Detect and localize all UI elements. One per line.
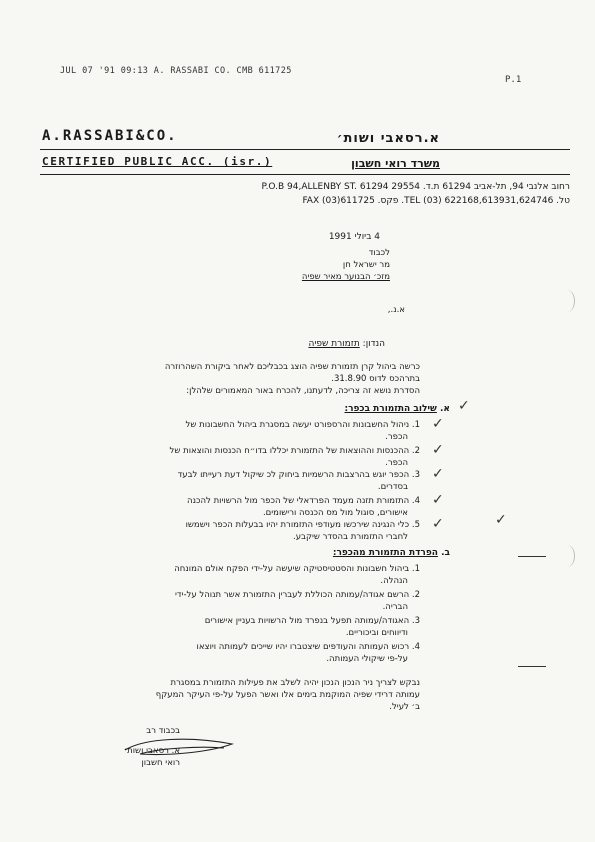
section-label: א. [440,404,450,414]
list-item [186,520,420,530]
item-number: 4. [411,496,420,506]
item-text: התזמורת תזנה מעמד הפרדאלי של הכפר מול הרשויות להכנה [187,496,410,506]
item-number: 1. [411,564,420,574]
list-item [205,616,420,626]
signature-name: א. רסאבי ושות׳ [123,746,180,756]
item-text: ניהול החשבונות והרספורט יעשה במסגרת ביהול החשבונות של [185,420,410,430]
closing-line: עמותה דרידי שפיה המוקמת בימים אלו ואשר הפעל על-פי העיקר המעקף [155,690,420,700]
checkmark-icon: ✓ [432,516,444,532]
item-number: 2. [411,446,420,456]
punch-hole-mark [560,290,575,312]
item-text: הרשם אגודה/עמותה הכוללת לעברין התזמורת אשר תנוהל על-ידי [175,590,410,600]
firm-name-english: A.RASSABI&CO. [42,128,178,144]
intro-line: בתרהכס לדוס 31.8.90. [331,374,420,384]
item-text: הכפר יוגש בהרצבות הרשמיות ביחוק לכ שיקול דעת רעייתו לבעד [177,470,410,480]
recipient-line: מר ישראל חן [342,260,390,270]
item-text: ודיווחים וביכוריים. [345,628,408,638]
phone-line: טל. 622168,613931,624746 (03) TEL. פקס. FAX (03)611725 [302,196,570,206]
checkmark-icon: ✓ [495,512,507,528]
section-b-heading [333,548,450,558]
item-text: הבריה. [382,602,408,612]
fax-header: JUL 07 '91 09:13 A. RASSABI CO. CMB 611725 [60,66,292,76]
item-number: 5. [411,520,420,530]
item-text: ביהול חשבונות והסטטיסטיקה שיעשה על-ידי הפקח אולם המונחה [174,564,410,574]
list-item [197,642,420,652]
checkmark-icon: ✓ [458,398,470,414]
section-title: הפרדת התזמורת מהכפר: [332,548,438,558]
checkmark-icon: ✓ [432,466,444,482]
item-text: בסדרים. [377,482,408,492]
section-title: שילוב התזמורת בכפר: [344,404,437,414]
item-number: 3. [411,616,420,626]
item-number: 1. [411,420,420,430]
signature-regards: בכבוד רב [146,726,180,736]
item-text: הנהלה. [380,576,408,586]
firm-subtitle-hebrew: משרד רואי חשבון [351,157,440,170]
checkmark-icon: ✓ [432,442,444,458]
checkmark-icon: ✓ [432,416,444,432]
address-line: רחוב אלנבי 94, תל-אביב 61294 ת.ד. 29554 P.O.B 94,ALLENBY ST. 61294 [261,182,570,192]
recipient-line: מזכ׳ הבנוער מאיר שפיה [301,272,390,282]
item-number: 2. [411,590,420,600]
section-label: ב. [441,548,450,558]
punch-hole-mark [560,545,575,567]
margin-dash-mark [518,556,546,557]
closing-line: נבקש לצריך ניר הנכון הנכון יהיה לשלב את פעילות התזמורת במסגרת [170,678,420,688]
section-a-heading [344,404,450,414]
item-text: הכפר. [385,458,408,468]
item-number: 3. [411,470,420,480]
checkmark-icon: ✓ [432,492,444,508]
item-text: על-פי שיקולי העמותה. [326,654,408,664]
intro-line: הסדרת נושא זה צריכה, לדעתנו, להכרח באור המאמורים שלהלן: [186,386,420,396]
list-item [175,590,420,600]
signature-title: רואי חשבון [141,758,180,768]
header-rule [40,149,570,150]
intro-line: כרשה ביהול קרן תזמורת שפיה הוצג בכבליכם לאחר ביקורת השהרוזרה [164,362,420,372]
item-text: לחברי התזמורת בהסדר שיקבע. [293,532,408,542]
subject-line [308,339,385,349]
list-item [187,496,420,506]
header-rule [40,174,570,175]
item-text: ההכנסות וההוצאות של התזמורת יכללו בדו״ח הכנסות והוצאות של [169,446,410,456]
item-text: האגודה/עמותה תפעל בנפרד מול הרשויות בעניין אישורים [204,616,410,626]
page-number: P.1 [505,75,522,85]
item-text: אישורים, סוגול מול מס הכנסה ורישומים. [262,508,408,518]
firm-subtitle-english: CERTIFIED PUBLIC ACC. (isr.) [42,155,273,168]
list-item [170,446,420,456]
list-item [186,420,420,430]
item-text: כלי הנגינה שירכשו מעודפי התזמורת יהיו בבעלות הכפר וישמשו [185,520,410,530]
margin-dash-mark [518,666,546,667]
recipient-line: לכבוד [368,248,390,258]
letter-date: 4 ביולי 1991 [328,232,380,242]
closing-line: ב׳ לעיל. [389,702,420,712]
firm-name-hebrew: א.רסאבי ושות׳ [336,131,440,146]
list-item [174,564,420,574]
subject-label: הנדון: [362,339,385,349]
item-number: 4. [411,642,420,652]
subject-text: תזמורת שפיה [308,339,360,349]
item-text: רכוש העמותה והעודפים שיצטברו יהיו שייכים לעמותה ויוצאו [196,642,410,652]
salutation: א.נ., [387,305,405,315]
list-item [178,470,420,480]
item-text: הכפר. [385,432,408,442]
